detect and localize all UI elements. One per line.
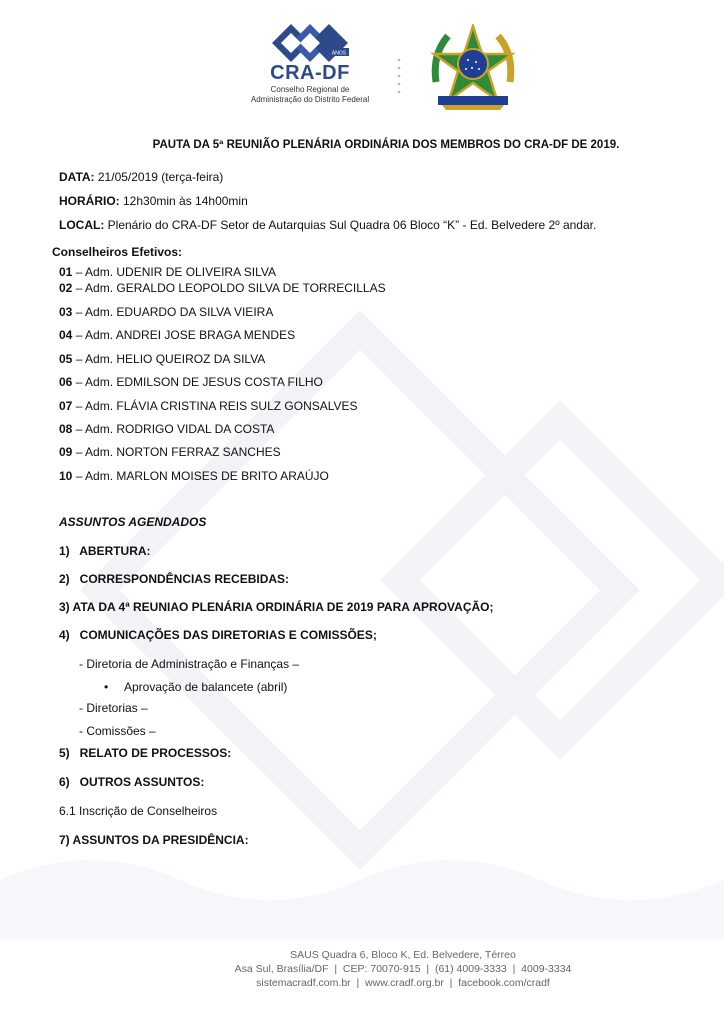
place-line <box>59 218 596 232</box>
document-title: PAUTA DA 5ª REUNIÃO PLENÁRIA ORDINÁRIA DOS MEMBROS DO CRA-DF DE 2019. <box>152 139 620 151</box>
agenda-item-7: 7) ASSUNTOS DA PRESIDÊNCIA: <box>59 833 249 847</box>
member-name: – Adm. MARLON MOISES DE BRITO ARAÚJO <box>72 469 329 483</box>
member-name: – Adm. FLÁVIA CRISTINA REIS SULZ GONSALVES <box>72 399 358 413</box>
member-item <box>59 281 386 295</box>
member-number: 09 <box>59 445 73 459</box>
member-name: – Adm. ANDREI JOSE BRAGA MENDES <box>72 328 296 342</box>
agenda-item-6-1: 6.1 Inscrição de Conselheiros <box>59 804 218 818</box>
agenda-item-2: 2) CORRESPONDÊNCIAS RECEBIDAS: <box>59 572 290 586</box>
footer-address <box>196 948 610 990</box>
member-name: – Adm. GERALDO LEOPOLDO SILVA DE TORRECILLAS <box>72 281 386 295</box>
place-label: LOCAL: <box>59 218 105 232</box>
logo-subtitle-2: Administração do Distrito Federal <box>250 95 370 104</box>
brazil-coat-of-arms-icon <box>428 24 518 112</box>
member-number: 05 <box>59 352 73 366</box>
date-value: 21/05/2019 (terça-feira) <box>94 170 224 184</box>
member-item <box>59 352 265 366</box>
members-heading: Conselheiros Efetivos: <box>52 245 183 259</box>
time-line <box>59 194 248 208</box>
member-item <box>59 305 273 319</box>
header-divider <box>397 58 401 98</box>
date-line <box>59 170 223 184</box>
sub-diretorias: - Diretorias – <box>79 701 148 715</box>
member-name: – Adm. UDENIR DE OLIVEIRA SILVA <box>72 265 276 279</box>
agenda-item-3: 3) ATA DA 4ª REUNIAO PLENÁRIA ORDINÁRIA DE 2019 PARA APROVAÇÃO; <box>59 600 494 614</box>
member-name: – Adm. HELIO QUEIROZ DA SILVA <box>72 352 266 366</box>
date-label: DATA: <box>59 170 95 184</box>
time-label: HORÁRIO: <box>59 194 120 208</box>
member-number: 06 <box>59 375 73 389</box>
member-item <box>59 469 329 483</box>
footer-line-2: Asa Sul, Brasília/DF | CEP: 70070-915 | (61) 4009-3333 | 4009-3334 <box>234 963 572 975</box>
member-item <box>59 399 358 413</box>
logo-subtitle-1: Conselho Regional de <box>270 85 350 94</box>
agenda-item-6: 6) OUTROS ASSUNTOS: <box>59 775 205 789</box>
member-number: 01 <box>59 265 73 279</box>
member-name: – Adm. RODRIGO VIDAL DA COSTA <box>72 422 275 436</box>
member-number: 08 <box>59 422 73 436</box>
cra-logo-diamonds-icon <box>267 24 353 64</box>
member-number: 04 <box>59 328 73 342</box>
footer-line-3: sistemacradf.com.br | www.cradf.org.br | facebook.com/cradf <box>256 977 550 989</box>
place-value: Plenário do CRA-DF Setor de Autarquias Sul Quadra 06 Bloco “K” - Ed. Belvedere 2º andar. <box>104 218 597 232</box>
member-name: – Adm. NORTON FERRAZ SANCHES <box>72 445 281 459</box>
logo-name: CRA-DF <box>270 62 350 84</box>
member-name: – Adm. EDMILSON DE JESUS COSTA FILHO <box>72 375 323 389</box>
member-item <box>59 328 295 342</box>
member-item <box>59 265 276 279</box>
agenda-heading: ASSUNTOS AGENDADOS <box>59 515 207 529</box>
bullet-icon: • <box>104 680 109 694</box>
time-value: 12h30min às 14h00min <box>119 194 248 208</box>
bullet-balance: Aprovação de balancete (abril) <box>124 680 288 694</box>
sub-comissoes: - Comissões – <box>79 724 156 738</box>
member-number: 03 <box>59 305 73 319</box>
member-name: – Adm. EDUARDO DA SILVA VIEIRA <box>72 305 274 319</box>
member-item <box>59 375 323 389</box>
cra-df-logo <box>240 24 380 114</box>
member-item <box>59 445 281 459</box>
member-number: 02 <box>59 281 73 295</box>
member-number: 10 <box>59 469 73 483</box>
agenda-item-4: 4) COMUNICAÇÕES DAS DIRETORIAS E COMISSÕES; <box>59 628 377 642</box>
agenda-item-5: 5) RELATO DE PROCESSOS: <box>59 746 232 760</box>
member-item <box>59 422 274 436</box>
sub-admin-finance: - Diretoria de Administração e Finanças – <box>79 657 300 671</box>
agenda-item-1: 1) ABERTURA: <box>59 544 151 558</box>
footer-line-1: SAUS Quadra 6, Bloco K, Ed. Belvedere, Térreo <box>290 949 516 961</box>
logo-badge: ANOS <box>331 50 347 57</box>
member-number: 07 <box>59 399 73 413</box>
